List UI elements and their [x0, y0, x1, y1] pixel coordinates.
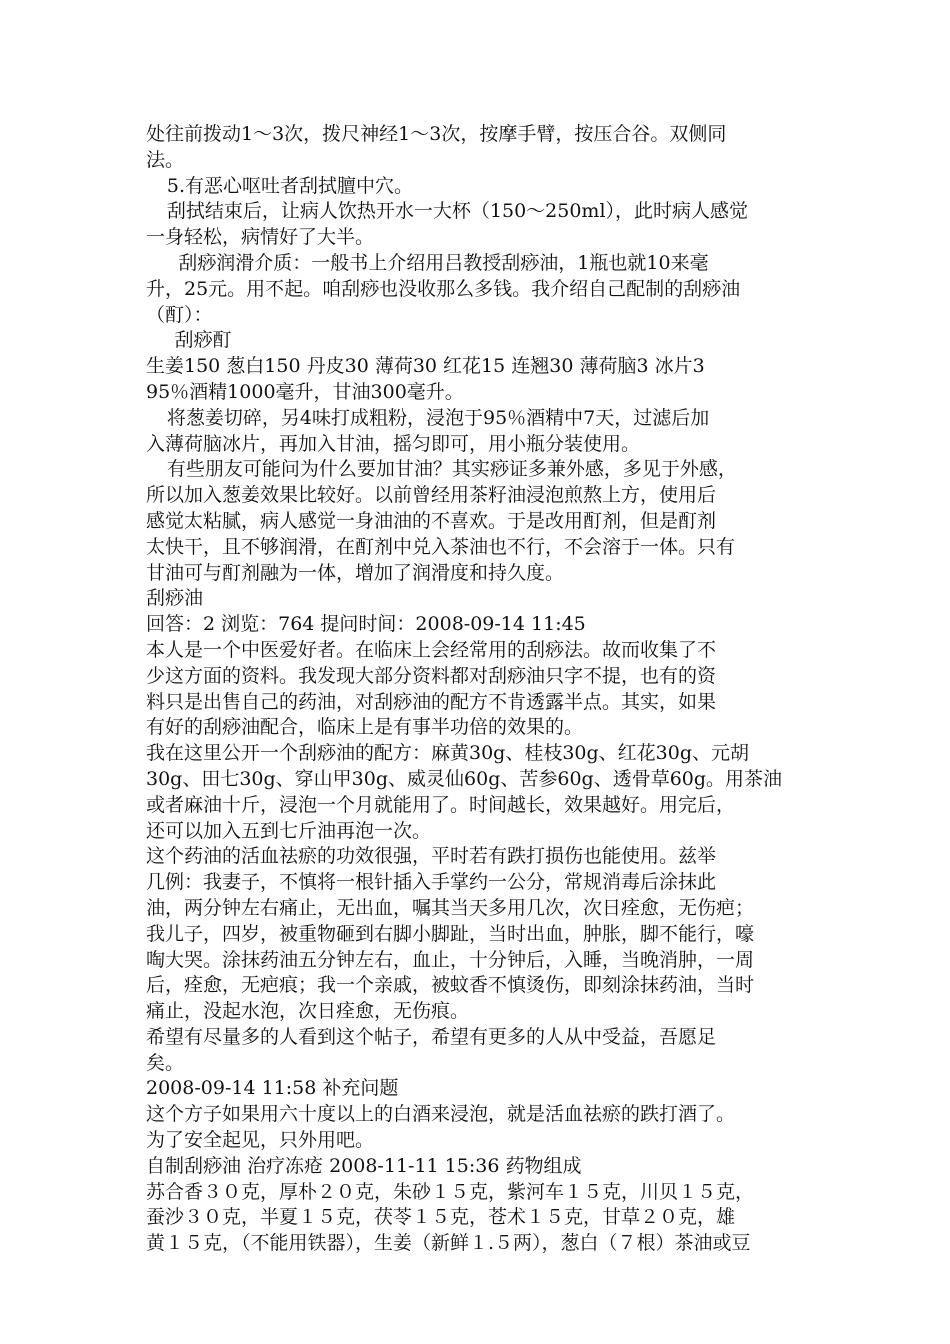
section-heading: 刮痧酊 [174, 329, 232, 352]
text-line: 刮拭结束后，让病人饮热开水一大杯（150～250ml），此时病人感觉 [166, 200, 749, 223]
text-line: 后，痊愈，无疤痕；我一个亲戚，被蚊香不慎烫伤，即刻涂抹药油，当时 [146, 974, 755, 997]
text-line: 蚕沙３０克，半夏１５克，茯苓１５克，苍术１５克，甘草２０克，雄 [146, 1206, 736, 1229]
text-line: 或者麻油十斤，浸泡一个月就能用了。时间越长，效果越好。用完后， [146, 793, 736, 816]
text-line: 有好的刮痧油配合，临床上是有事半功倍的效果的。 [146, 716, 584, 739]
text-line: 料只是出售自己的药油，对刮痧油的配方不肯透露半点。其实，如果 [146, 690, 717, 713]
text-line: 刮痧润滑介质：一般书上介绍用吕教授刮痧油，1瓶也就10来毫 [178, 251, 709, 274]
text-line: 这个药油的活血祛瘀的功效很强，平时若有跌打损伤也能使用。兹举 [146, 845, 717, 868]
text-line: 几例：我妻子，不慎将一根针插入手掌约一公分，常规消毒后涂抹此 [146, 871, 717, 894]
text-line: 一身轻松，病情好了大半。 [146, 226, 375, 249]
text-line: 有些朋友可能问为什么要加甘油？其实痧证多兼外感，多见于外感， [166, 458, 737, 481]
text-line: 黄１５克，（不能用铁器），生姜（新鲜１.５两），葱白（７根）茶油或豆 [146, 1232, 751, 1255]
text-line: 矣。 [146, 1051, 185, 1074]
text-line: 生姜150 葱白150 丹皮30 薄荷30 红花15 连翘30 薄荷脑3 冰片3 [146, 355, 705, 378]
text-line: 将葱姜切碎，另4味打成粗粉，浸泡于95％酒精中7天，过滤后加 [166, 406, 710, 429]
text-line: 我儿子，四岁，被重物砸到右脚小脚趾，当时出血，肿胀，脚不能行，嚎 [146, 922, 755, 945]
text-line: 太快干，且不够润滑，在酊剂中兑入茶油也不行，不会溶于一体。只有 [146, 535, 736, 558]
text-line: 95％酒精1000毫升，甘油300毫升。 [146, 380, 464, 403]
text-line: 还可以加入五到七斤油再泡一次。 [146, 819, 432, 842]
text-line: 为了安全起见，只外用吧。 [146, 1129, 375, 1152]
text-line: 甘油可与酊剂融为一体，增加了润滑度和持久度。 [146, 561, 565, 584]
post-meta: 2008-09-14 11:58 补充问题 [146, 1077, 399, 1100]
document-page [146, 122, 808, 1257]
section-heading: 刮痧油 [146, 587, 204, 610]
text-line: 啕大哭。涂抹药油五分钟左右，血止，十分钟后，入睡，当晚消肿，一周 [146, 948, 755, 971]
text-line: 所以加入葱姜效果比较好。以前曾经用茶籽油浸泡煎熬上方，使用后 [146, 484, 717, 507]
text-line: 法。 [146, 148, 185, 171]
text-line: 痛止，没起水泡，次日痊愈，无伤痕。 [146, 1000, 470, 1023]
text-line: 油，两分钟左右痛止，无出血，嘱其当天多用几次，次日痊愈，无伤疤； [146, 896, 755, 919]
text-line: 入薄荷脑冰片，再加入甘油，摇匀即可，用小瓶分装使用。 [146, 432, 641, 455]
text-line: 升，25元。用不起。咱刮痧也没收那么多钱。我介绍自己配制的刮痧油 [146, 277, 741, 300]
text-line: 5.有恶心呕吐者刮拭膻中穴。 [166, 174, 414, 197]
text-line: 本人是一个中医爱好者。在临床上会经常用的刮痧法。故而收集了不 [146, 638, 717, 661]
text-line: 少这方面的资料。我发现大部分资料都对刮痧油只字不提，也有的资 [146, 664, 717, 687]
text-line: 感觉太粘腻，病人感觉一身油油的不喜欢。于是改用酊剂，但是酊剂 [146, 509, 717, 532]
text-line: 苏合香３０克，厚朴２０克，朱砂１５克，紫河车１５克，川贝１５克， [146, 1180, 755, 1203]
text-line: 处往前拨动1～3次，拨尺神经1～3次，按摩手臂，按压合谷。双侧同 [146, 123, 727, 145]
text-line: 这个方子如果用六十度以上的白酒来浸泡，就是活血祛瘀的跌打酒了。 [146, 1103, 736, 1126]
text-line: 希望有尽量多的人看到这个帖子，希望有更多的人从中受益，吾愿足 [146, 1025, 717, 1048]
text-line: （酊）： [146, 303, 213, 326]
post-meta: 回答：2 浏览：764 提问时间：2008-09-14 11:45 [146, 613, 586, 636]
section-heading: 自制刮痧油 治疗冻疮 2008-11-11 15:36 药物组成 [146, 1154, 582, 1177]
text-line: 我在这里公开一个刮痧油的配方：麻黄30g、桂枝30g、红花30g、元胡 [146, 742, 750, 765]
text-line: 30g、田七30g、穿山甲30g、威灵仙60g、苦参60g、透骨草60g。用茶油 [146, 767, 783, 790]
